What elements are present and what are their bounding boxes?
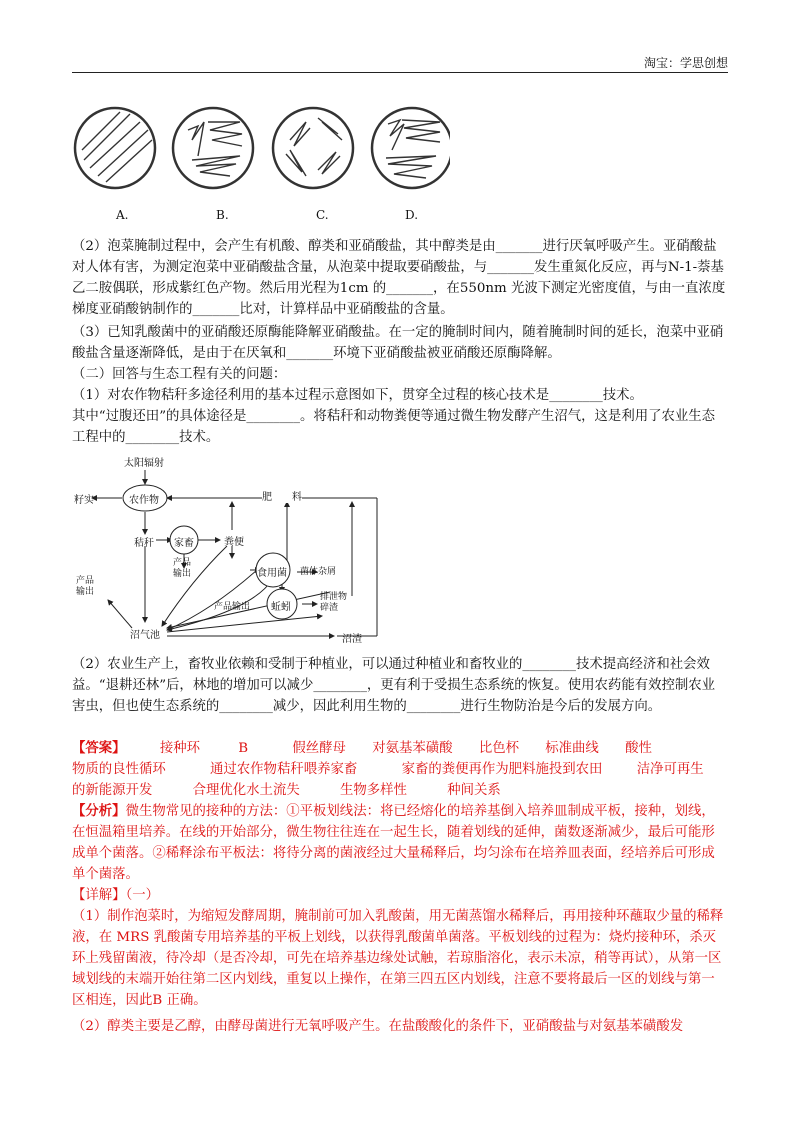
answer-item: 生物多样性 xyxy=(340,783,407,798)
answer-item: 标准曲线 xyxy=(545,741,599,756)
plate-a xyxy=(75,108,155,188)
part-2-q1-line1: （1）对农作物秸秆多途径利用的基本过程示意图如下，贯穿全过程的核心技术是________技术。 xyxy=(72,388,643,403)
part-2-q1-line2: 其中“过腹还田”的具体途径是________。将秸秆和动物粪便等通过微生物发酵产生沼气，这是利用了农业生态工程中的________技术。 xyxy=(72,409,716,445)
node-residue: 菌体杂屑 xyxy=(300,567,337,577)
part-2-title: （二）回答与生态工程有关的问题： xyxy=(72,367,287,382)
node-biogas: 沼气池 xyxy=(130,630,160,641)
answer-item: 家畜的粪便再作为肥料施投到农田 xyxy=(401,762,603,777)
plate-b xyxy=(173,108,253,188)
plate-label-b: B. xyxy=(216,208,229,222)
node-seed: 籽实 xyxy=(74,495,94,506)
node-sun: 太阳辐射 xyxy=(124,458,164,469)
part-2-q2: （2）农业生产上，畜牧业依赖和受制于种植业，可以通过种植业和畜牧业的________技术提高经济和社会效益。“退耕还林”后，林地的增加可以减少________，更有利于受损生态系统的恢复。使用农药能有效控制农业害虫，但也使生态系统的________减少，因此利用生物的________进行生物防治是今后的发展方向。 xyxy=(72,657,716,714)
plate-label-a: A. xyxy=(116,208,129,222)
answer-item: 酸性 xyxy=(625,741,652,756)
node-product-output-1: 产品 输出 xyxy=(173,558,192,579)
plate-d xyxy=(372,108,450,188)
answer-item: 合理优化水土流失 xyxy=(192,783,300,798)
straw-utilization-diagram xyxy=(72,450,412,648)
answer-label: 【答案】 xyxy=(72,740,126,756)
node-livestock: 家畜 xyxy=(174,538,194,549)
plate-label-d: D. xyxy=(405,208,419,222)
node-fertilizer: 肥 料 xyxy=(262,488,302,503)
node-straw: 秸秆 xyxy=(134,538,154,549)
answer-item: 洁净可再生 xyxy=(636,762,704,777)
analysis-label: 【分析】 xyxy=(72,803,126,819)
answer-item: 接种环 xyxy=(159,741,200,756)
analysis-text: 微生物常见的接种的方法：①平板划线法：将已经熔化的培养基倒入培养皿制成平板，接种，划线，在恒温箱里培养。在线的开始部分，微生物往往连在一起生长，随着划线的延伸，菌数逐渐减少，最后可能形成单个菌落。②稀释涂布平板法：将待分离的菌液经过大量稀释后，均匀涂布在培养皿表面，经培养后可形成单个菌落。 xyxy=(72,804,715,882)
detail-1: （1）制作泡菜时，为缩短发酵周期，腌制前可加入乳酸菌，用无菌蒸馏水稀释后，再用接种环蘸取少量的稀释液，在 MRS 乳酸菌专用培养基的平板上划线，以获得乳酸菌单菌落。平板划线的过程为：烧灼接种环，杀灭环上残留菌液，待冷却（是否冷却，可先在培养基边缘处试触，若琼脂溶化，表示未凉，稍等再试），从第一区域划线的末端开始往第二区内划线，重复以上操作，在第三四五区内划线，注意不要将最后一区的划线与第一区相连，因此B 正确。 xyxy=(72,909,724,1008)
node-manure: 粪便 xyxy=(224,537,244,548)
detail-label: 【详解】（一） xyxy=(72,888,160,903)
answer-row-3 xyxy=(72,780,728,801)
page-header xyxy=(72,52,728,73)
plate-label-c: C. xyxy=(316,208,329,222)
plate-c xyxy=(273,108,353,188)
question-2: （2）泡菜腌制过程中，会产生有机酸、醇类和亚硝酸盐，其中醇类是由_______进行厌氧呼吸产生。亚硝酸盐对人体有害，为测定泡菜中亚硝酸盐含量，从泡菜中提取要硝酸盐，与_______发生重氮化反应，再与N-1-萘基乙二胺偶联，形成紫红色产物。然后用光程为1cm 的_______，在550nm 光波下测定光密度值，与由一直浓度梯度亚硝酸钠制作的_______比对，计算样品中亚硝酸盐的含量。 xyxy=(72,239,726,317)
node-slag: 沼渣 xyxy=(342,634,362,645)
answer-row-1 xyxy=(72,738,728,759)
node-fungi: 食用菌 xyxy=(257,568,287,579)
answer-item: 通过农作物秸秆喂养家畜 xyxy=(210,762,358,777)
answer-item: 假丝酵母 xyxy=(292,741,346,756)
node-crop: 农作物 xyxy=(129,495,159,506)
node-product-output-3: 产品 输出 xyxy=(76,576,95,597)
question-3: （3）已知乳酸菌中的亚硝酸还原酶能降解亚硝酸盐。在一定的腌制时间内，随着腌制时间的延长，泡菜中亚硝酸盐含量逐渐降低，是由于在厌氧和_______环境下亚硝酸盐被亚硝酸还原酶降解。 xyxy=(72,325,724,361)
node-product-output-2: 产品输出 xyxy=(214,602,251,612)
answer-item: 对氨基苯磺酸 xyxy=(372,741,453,756)
answer-item: 比色杯 xyxy=(478,741,519,756)
answer-item: B xyxy=(238,741,249,756)
answer-row-2 xyxy=(72,759,728,780)
analysis xyxy=(72,801,728,885)
answer-item: 种间关系 xyxy=(447,783,501,798)
header-brand: 淘宝：学思创想 xyxy=(643,56,728,70)
answer-item: 的新能源开发 xyxy=(72,783,153,798)
detail-2: （2）醇类主要是乙醇，由酵母菌进行无氧呼吸产生。在盐酸酸化的条件下，亚硝酸盐与对氨基苯磺酸发 xyxy=(72,1019,684,1034)
node-earthworm: 蚯蚓 xyxy=(271,602,291,613)
answer-item: 物质的良性循环 xyxy=(72,762,166,777)
node-excrement: 排泄物 碎渣 xyxy=(320,592,348,613)
